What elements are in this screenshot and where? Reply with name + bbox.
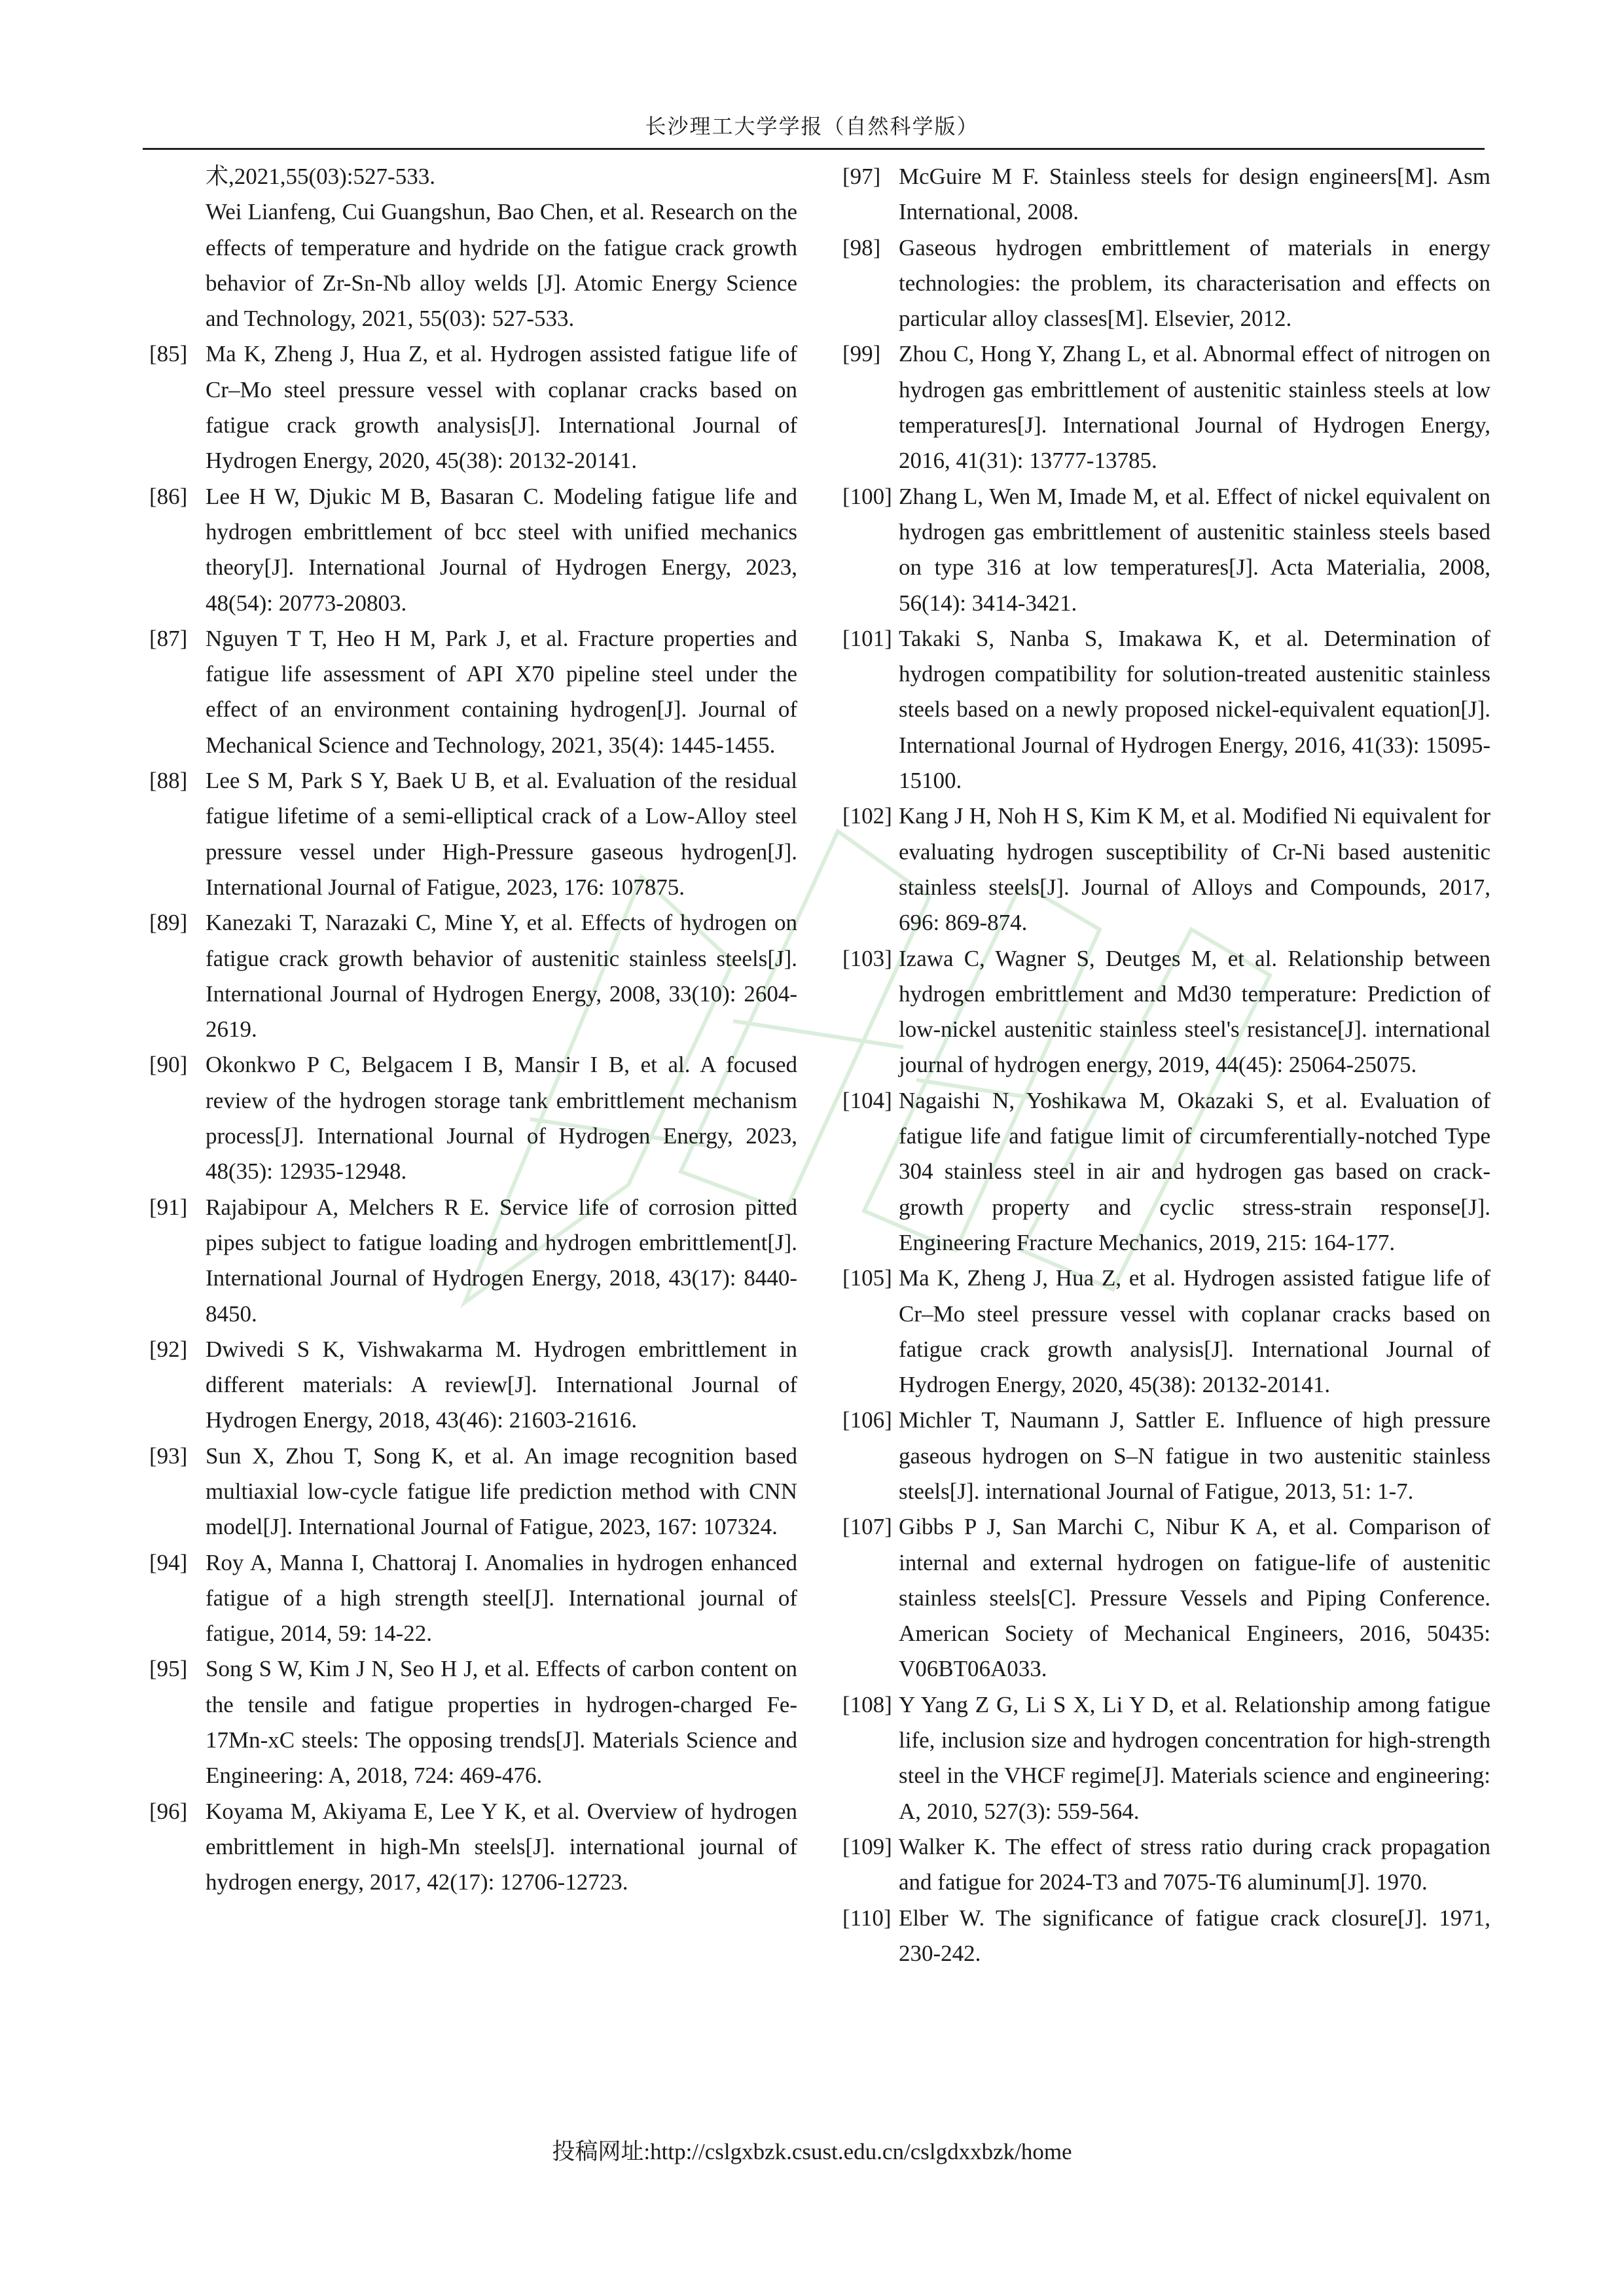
reference-text: Zhou C, Hong Y, Zhang L, et al. Abnormal effect of nitrogen on hydrogen gas embrittlement of austenitic stainless steels at low temperatures[J]. International Journal of Hydrogen Energy, 2016, 41(31): 13777-13785. (899, 341, 1490, 474)
reference-item (149, 194, 797, 336)
reference-text: Rajabipour A, Melchers R E. Service life of corrosion pitted pipes subject to fatigue loading and hydrogen embrittlement[J]. International Journal of Hydrogen Energy, 2018, 43(17): 8440-8450. (206, 1194, 797, 1327)
reference-item (149, 905, 797, 1047)
reference-text: Roy A, Manna I, Chattoraj I. Anomalies in hydrogen enhanced fatigue of a high strength steel[J]. International journal of fatigue, 2014, 59: 14-22. (206, 1549, 797, 1647)
reference-text: Koyama M, Akiyama E, Lee Y K, et al. Overview of hydrogen embrittlement in high-Mn steels[J]. international journal of hydrogen energy, 2017, 42(17): 12706-12723. (206, 1798, 797, 1895)
reference-number: [106] (842, 1407, 892, 1433)
reference-item (842, 159, 1490, 230)
reference-number: [95] (149, 1656, 188, 1682)
reference-text: Y Yang Z G, Li S X, Li Y D, et al. Relationship among fatigue life, inclusion size and hydrogen concentration for high-strength steel in the VHCF regime[J]. Materials science and engineering: A, 2010, 527(3): 559-564. (899, 1691, 1490, 1824)
reference-text: Takaki S, Nanba S, Imakawa K, et al. Determination of hydrogen compatibility for solution-treated austenitic stainless steels based on a newly proposed nickel-equivalent equation[J]. International Journal of Hydrogen Energy, 2016, 41(33): 15095-15100. (899, 625, 1490, 794)
reference-number: [102] (842, 803, 892, 829)
reference-number: [110] (842, 1905, 892, 1931)
reference-number: [92] (149, 1336, 188, 1362)
journal-header: 长沙理工大学学报（自然科学版） (645, 114, 979, 139)
reference-number: [107] (842, 1514, 892, 1540)
reference-text: Ma K, Zheng J, Hua Z, et al. Hydrogen assisted fatigue life of Cr–Mo steel pressure vessel with coplanar cracks based on fatigue crack growth analysis[J]. International Journal of Hydrogen Energy, 2020, 45(38): 20132-20141. (206, 341, 797, 474)
reference-number: [87] (149, 625, 188, 651)
reference-text: Song S W, Kim J N, Seo H J, et al. Effects of carbon content on the tensile and fatigue properties in hydrogen-charged Fe-17Mn-xC steels: The opposing trends[J]. Materials Science and Engineering: A, 2018, 724: 469-476. (206, 1656, 797, 1789)
reference-item (842, 1687, 1490, 1829)
reference-item (842, 1083, 1490, 1261)
reference-text: Gibbs P J, San Marchi C, Nibur K A, et al. Comparison of internal and external hydrogen on fatigue-life of austenitic stainless steels[C]. Pressure Vessels and Piping Conference. American Society of Mechanical Engineers, 2016, 50435: V06BT06A033. (899, 1514, 1490, 1682)
reference-number: [100] (842, 483, 892, 509)
reference-number: [97] (842, 164, 881, 189)
reference-item (842, 941, 1490, 1083)
reference-item (842, 1261, 1490, 1403)
reference-text: Lee H W, Djukic M B, Basaran C. Modeling fatigue life and hydrogen embrittlement of bcc steel with unified mechanics theory[J]. International Journal of Hydrogen Energy, 2023, 48(54): 20773-20803. (206, 483, 797, 616)
reference-number: [105] (842, 1265, 892, 1291)
reference-text: Izawa C, Wagner S, Deutges M, et al. Relationship between hydrogen embrittlement and Md30 temperature: Prediction of low-nickel austenitic stainless steel's resistance[J]. international journal of hydrogen energy, 2019, 44(45): 25064-25075. (899, 945, 1490, 1078)
reference-text: McGuire M F. Stainless steels for design engineers[M]. Asm International, 2008. (899, 164, 1490, 225)
reference-text: Okonkwo P C, Belgacem I B, Mansir I B, et al. A focused review of the hydrogen storage tank embrittlement mechanism process[J]. International Journal of Hydrogen Energy, 2023, 48(35): 12935-12948. (206, 1052, 797, 1185)
reference-number: [85] (149, 341, 188, 367)
reference-item (149, 1651, 797, 1793)
reference-text: Kang J H, Noh H S, Kim K M, et al. Modified Ni equivalent for evaluating hydrogen susceptibility of Cr-Ni based austenitic stainless steels[J]. Journal of Alloys and Compounds, 2017, 696: 869-874. (899, 803, 1490, 936)
reference-text: Dwivedi S K, Vishwakarma M. Hydrogen embrittlement in different materials: A review[J]. International Journal of Hydrogen Energy, 2018, 43(46): 21603-21616. (206, 1336, 797, 1433)
reference-item (842, 230, 1490, 337)
reference-item (149, 763, 797, 905)
reference-number: [103] (842, 945, 892, 971)
reference-item (149, 336, 797, 478)
reference-text: Nagaishi N, Yoshikawa M, Okazaki S, et al. Evaluation of fatigue life and fatigue limit of circumferentially-notched Type 304 stainless steel in air and hydrogen gas based on crack-growth property and cyclic stress-strain response[J]. Engineering Fracture Mechanics, 2019, 215: 164-177. (899, 1087, 1490, 1255)
submission-url-footer: 投稿网址:http://cslgxbzk.csust.edu.cn/cslgdxxbzk/home (552, 2139, 1072, 2164)
reference-item (149, 1794, 797, 1901)
references-right-column (842, 159, 1490, 1971)
reference-item (842, 1901, 1490, 1972)
reference-item (149, 1332, 797, 1439)
reference-number: [98] (842, 234, 881, 260)
reference-item (149, 1545, 797, 1652)
reference-item (842, 1403, 1490, 1509)
reference-text: 术,2021,55(03):527-533. (206, 164, 435, 189)
reference-number: [89] (149, 910, 188, 936)
reference-text: Nguyen T T, Heo H M, Park J, et al. Fracture properties and fatigue life assessment of API X70 pipeline steel under the effect of an environment containing hydrogen[J]. Journal of Mechanical Science and Technology, 2021, 35(4): 1445-1455. (206, 625, 797, 758)
reference-text: Wei Lianfeng, Cui Guangshun, Bao Chen, et al. Research on the effects of temperature and hydride on the fatigue crack growth behavior of Zr-Sn-Nb alloy welds [J]. Atomic Energy Science and Technology, 2021, 55(03): 527-533. (206, 199, 797, 332)
reference-number: [90] (149, 1052, 188, 1078)
reference-item (842, 336, 1490, 478)
references-left-column (149, 159, 797, 1901)
reference-item (842, 1509, 1490, 1687)
reference-text: Michler T, Naumann J, Sattler E. Influence of high pressure gaseous hydrogen on S–N fatigue in two austenitic stainless steels[J]. international Journal of Fatigue, 2013, 51: 1-7. (899, 1407, 1490, 1504)
reference-text: Kanezaki T, Narazaki C, Mine Y, et al. Effects of hydrogen on fatigue crack growth behavior of austenitic stainless steels[J]. International Journal of Hydrogen Energy, 2008, 33(10): 2604-2619. (206, 910, 797, 1043)
reference-text: Lee S M, Park S Y, Baek U B, et al. Evaluation of the residual fatigue lifetime of a semi-elliptical crack of a Low-Alloy steel pressure vessel under High-Pressure gaseous hydrogen[J]. International Journal of Fatigue, 2023, 176: 107875. (206, 768, 797, 900)
reference-number: [101] (842, 625, 892, 651)
reference-item (842, 479, 1490, 621)
reference-item (842, 1829, 1490, 1901)
reference-number: [109] (842, 1833, 892, 1859)
reference-text: Ma K, Zheng J, Hua Z, et al. Hydrogen assisted fatigue life of Cr–Mo steel pressure vessel with coplanar cracks based on fatigue crack growth analysis[J]. International Journal of Hydrogen Energy, 2020, 45(38): 20132-20141. (899, 1265, 1490, 1398)
reference-number: [88] (149, 768, 188, 794)
reference-item (842, 798, 1490, 941)
reference-number: [86] (149, 483, 188, 509)
reference-item (842, 621, 1490, 798)
reference-number: [99] (842, 341, 881, 367)
reference-number: [104] (842, 1087, 892, 1113)
reference-item (149, 479, 797, 621)
reference-text: Sun X, Zhou T, Song K, et al. An image recognition based multiaxial low-cycle fatigue life prediction method with CNN model[J]. International Journal of Fatigue, 2023, 167: 107324. (206, 1443, 797, 1540)
reference-text: Zhang L, Wen M, Imade M, et al. Effect of nickel equivalent on hydrogen gas embrittlement of austenitic stainless steels based on type 316 at low temperatures[J]. Acta Materialia, 2008, 56(14): 3414-3421. (899, 483, 1490, 616)
reference-item (149, 1047, 797, 1189)
reference-text: Walker K. The effect of stress ratio during crack propagation and fatigue for 2024-T3 and 7075-T6 aluminum[J]. 1970. (899, 1833, 1490, 1895)
reference-item (149, 1439, 797, 1545)
reference-item (149, 621, 797, 763)
reference-number: [94] (149, 1549, 188, 1575)
reference-number: [96] (149, 1798, 188, 1824)
reference-item (149, 1190, 797, 1332)
reference-item (149, 159, 797, 194)
header-rule (143, 148, 1485, 150)
reference-number: [108] (842, 1691, 892, 1717)
reference-text: Elber W. The significance of fatigue crack closure[J]. 1971, 230-242. (899, 1905, 1490, 1966)
reference-text: Gaseous hydrogen embrittlement of materials in energy technologies: the problem, its characterisation and effects on particular alloy classes[M]. Elsevier, 2012. (899, 234, 1490, 332)
reference-number: [93] (149, 1443, 188, 1469)
reference-number: [91] (149, 1194, 188, 1220)
